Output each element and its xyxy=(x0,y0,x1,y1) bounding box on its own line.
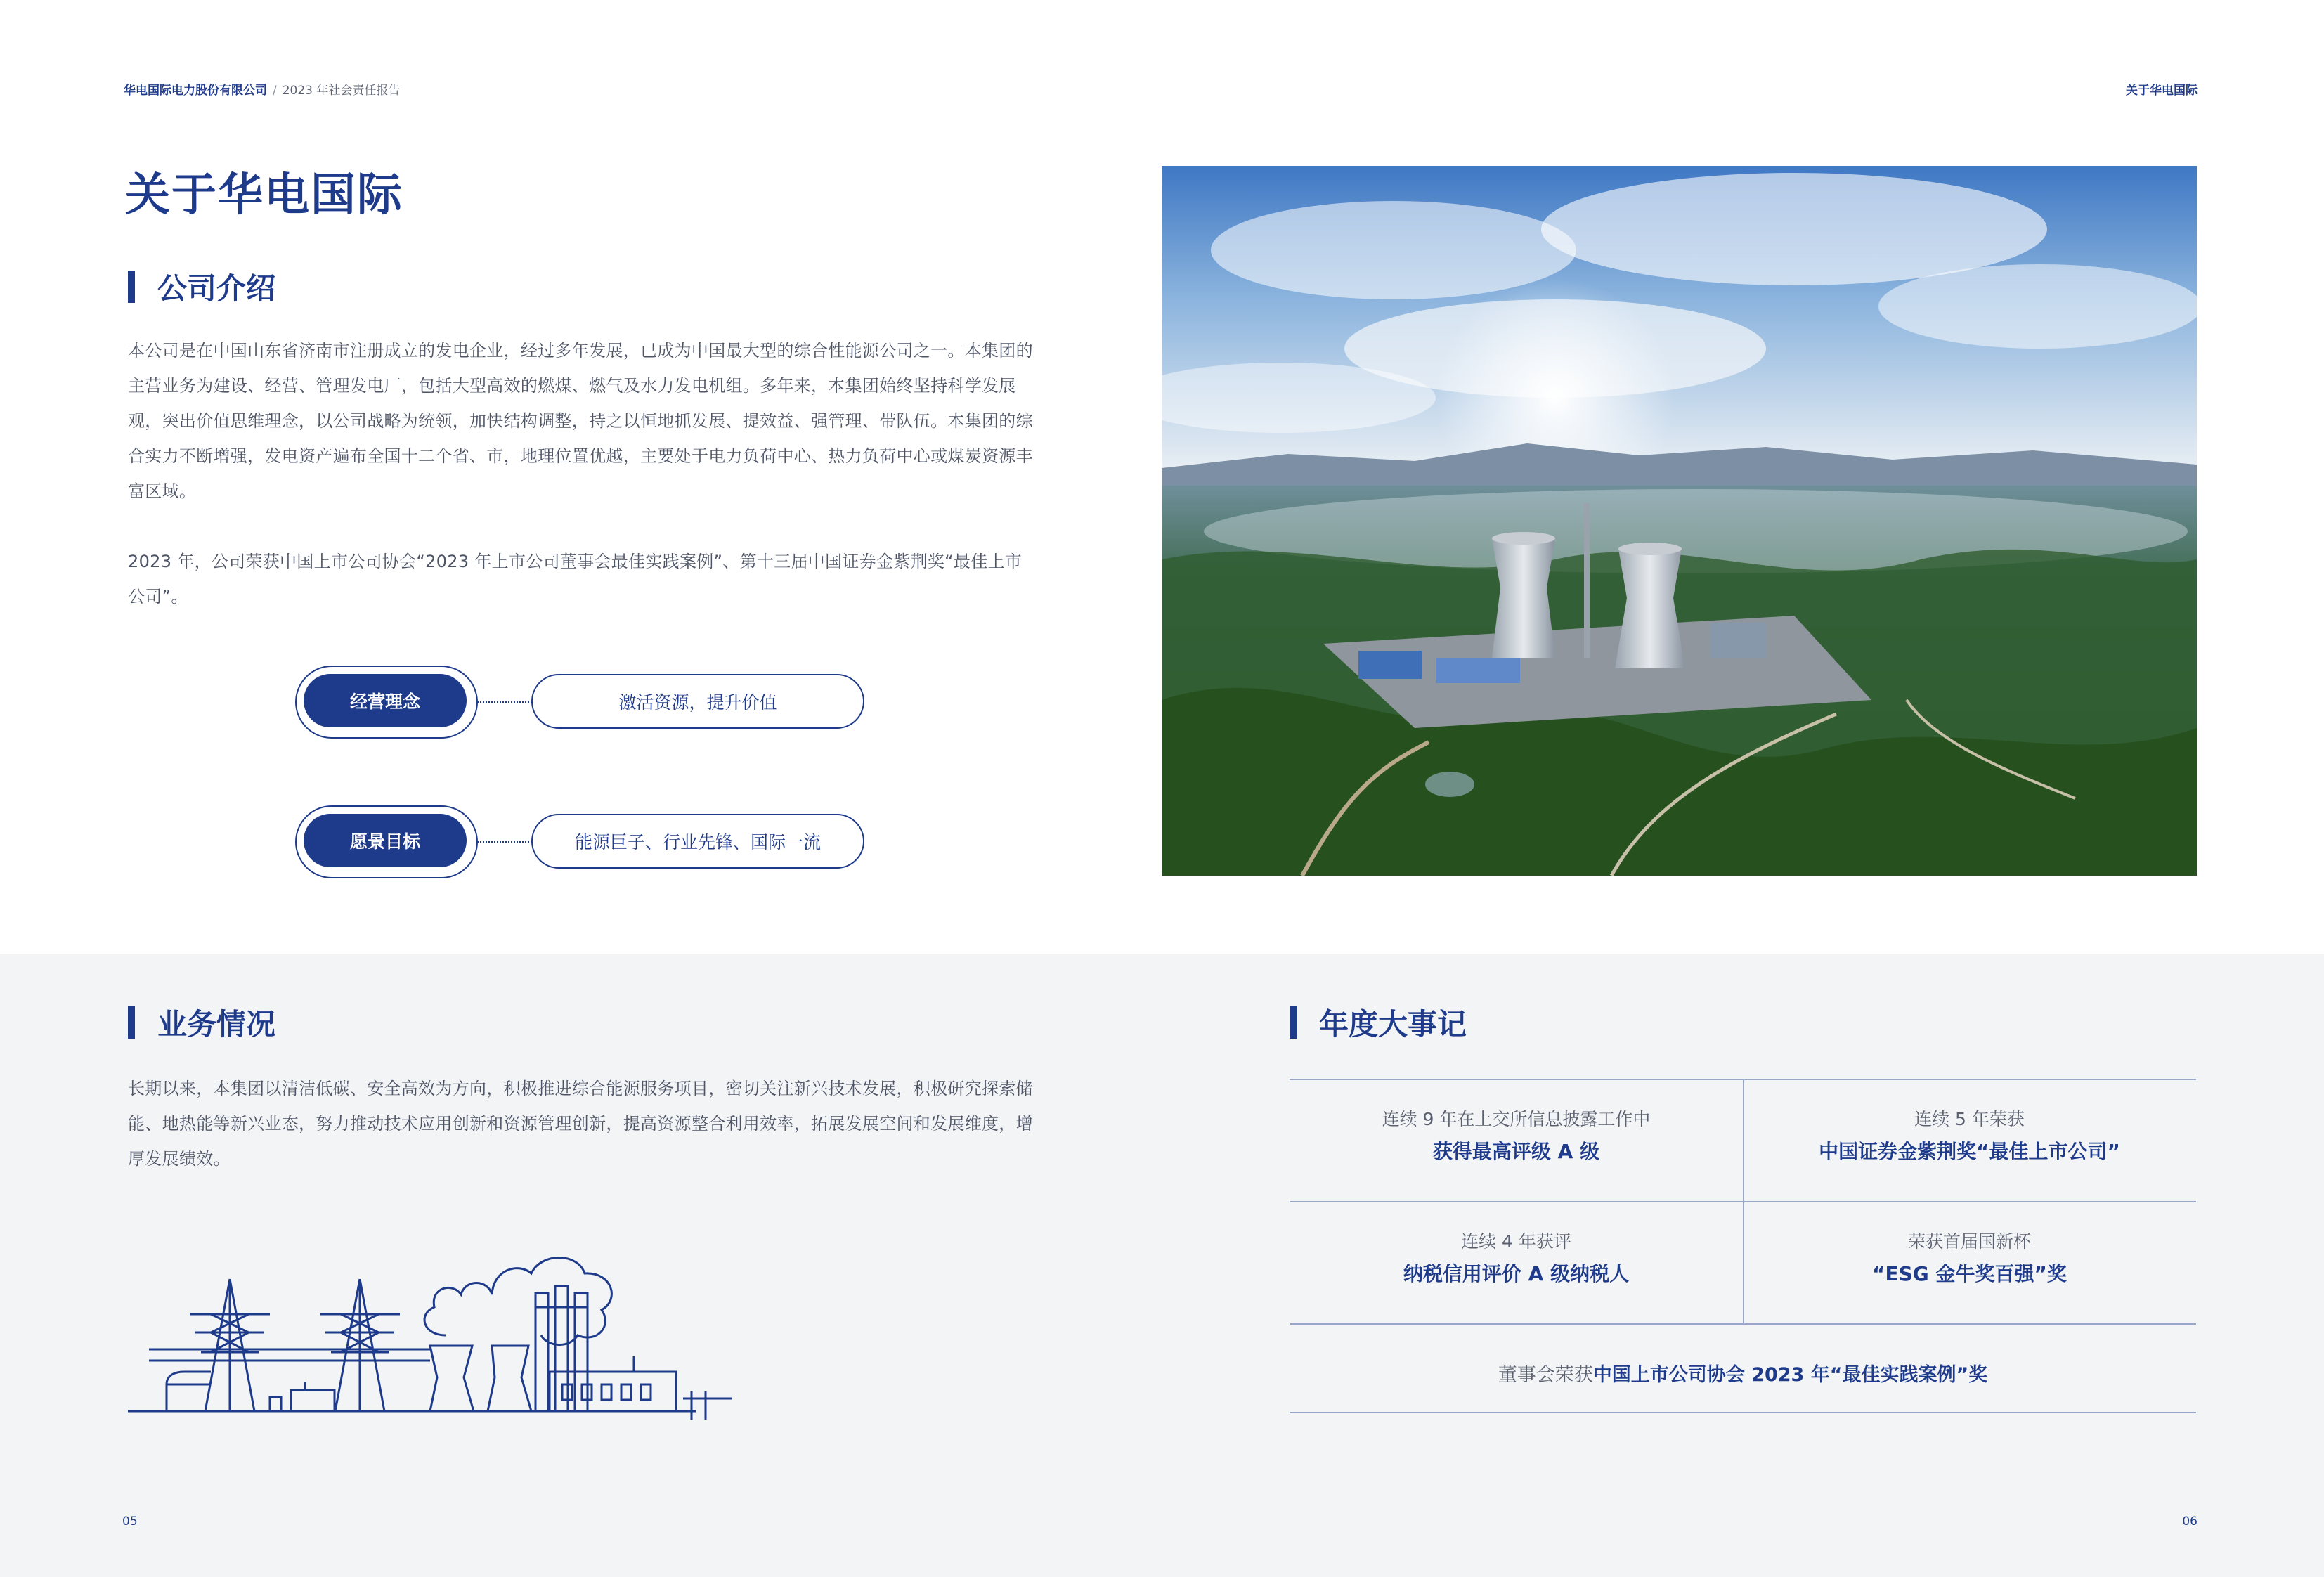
event-board-award xyxy=(1290,1332,2196,1413)
event-intro: 连续 9 年在上交所信息披露工作中 xyxy=(1382,1109,1651,1129)
header-report: 2023 年社会责任报告 xyxy=(282,84,401,98)
header-separator: / xyxy=(273,84,277,98)
event-award: 中国证券金紫荆奖“最佳上市公司” xyxy=(1819,1140,2120,1163)
event-cell xyxy=(1743,1105,2196,1170)
business-heading xyxy=(128,1005,275,1040)
value-label: 愿景目标 xyxy=(304,814,467,867)
intro-heading-text: 公司介绍 xyxy=(157,271,276,306)
power-plant-illustration xyxy=(128,1209,732,1420)
event-cell xyxy=(1290,1228,1743,1292)
events-table xyxy=(1290,1079,2196,1413)
events-heading-text: 年度大事记 xyxy=(1319,1007,1467,1041)
event-board-name: 中国上市公司协会 2023 年“最佳实践案例”奖 xyxy=(1592,1363,1988,1386)
event-award: 纳税信用评价 A 级纳税人 xyxy=(1403,1262,1630,1285)
header-section-name: 关于华电国际 xyxy=(2126,84,2198,98)
business-heading-text: 业务情况 xyxy=(157,1007,276,1041)
event-intro: 连续 5 年荣获 xyxy=(1914,1109,2025,1129)
intro-paragraph-1: 本公司是在中国山东省济南市注册成立的发电企业，经过多年发展，已成为中国最大型的综合性能源公司之一。本集团的主营业务为建设、经营、管理发电厂，包括大型高效的燃煤、燃气及水力发电机组。多年来，本集团始终坚持科学发展观，突出价值思维理念，以公司战略为统领，加快结构调整，持之以恒地抓发展、提效益、强管理、带队伍。本集团的综合实力不断增强，发电资产遍布全国十二个省、市，地理位置优越，主要处于电力负荷中心、热力负荷中心或煤炭资源丰富区域。 xyxy=(128,341,1033,501)
event-award: 获得最高评级 A 级 xyxy=(1432,1140,1600,1163)
value-text: 激活资源，提升价值 xyxy=(531,674,864,729)
value-row-vision xyxy=(295,805,871,878)
event-intro: 连续 4 年获评 xyxy=(1461,1231,1571,1252)
value-row-philosophy xyxy=(295,666,871,739)
business-paragraph: 长期以来，本集团以清洁低碳、安全高效为方向，积极推进综合能源服务项目，密切关注新兴技术发展，积极研究探索储能、地热能等新兴业态，努力推动技术应用创新和资源管理创新，提高资源整合利用效率，拓展发展空间和发展维度，增厚发展绩效。 xyxy=(128,1079,1033,1169)
power-plant-photo xyxy=(1162,166,2197,876)
event-intro: 荣获首届国新杯 xyxy=(1907,1231,2031,1252)
page-number-right: 06 xyxy=(2182,1514,2198,1529)
divider xyxy=(1290,1323,2196,1325)
value-text: 能源巨子、行业先锋、国际一流 xyxy=(531,814,864,869)
page-number-left: 05 xyxy=(122,1514,138,1529)
header-company: 华电国际电力股份有限公司 xyxy=(124,84,267,98)
event-cell xyxy=(1290,1105,1743,1170)
heading-bar xyxy=(1290,1006,1297,1039)
heading-bar xyxy=(128,1006,135,1039)
heading-bar xyxy=(128,271,135,303)
value-label: 经营理念 xyxy=(304,674,467,727)
intro-heading xyxy=(128,269,275,304)
event-award: “ESG 金牛奖百强”奖 xyxy=(1872,1262,2067,1285)
running-header xyxy=(124,80,400,98)
intro-paragraph-2: 2023 年，公司荣获中国上市公司协会“2023 年上市公司董事会最佳实践案例”、第十三届中国证券金紫荆奖“最佳上市公司”。 xyxy=(128,552,1023,606)
page-title: 关于华电国际 xyxy=(125,169,403,221)
event-board-intro: 董事会荣获 xyxy=(1498,1363,1593,1386)
event-cell xyxy=(1743,1228,2196,1292)
events-heading xyxy=(1290,1005,1467,1040)
